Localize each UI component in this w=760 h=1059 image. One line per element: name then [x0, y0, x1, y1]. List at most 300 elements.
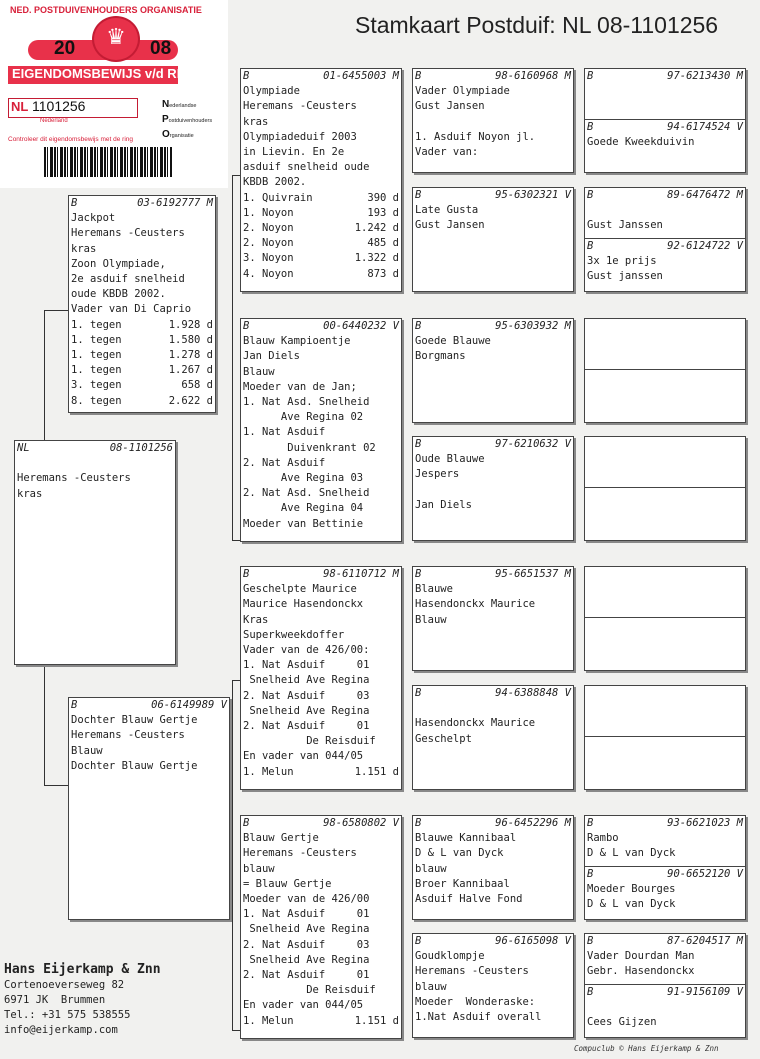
- box-text-line: Gust Janssen: [587, 219, 663, 232]
- ring-number: 1101256: [32, 98, 86, 114]
- connector-line: [232, 175, 233, 540]
- sex-country-code: B: [587, 240, 594, 252]
- sex-country-code: B: [415, 935, 422, 947]
- year-second: 08: [150, 38, 172, 59]
- box-text-line: De Reisduif: [243, 735, 376, 748]
- result-row: [71, 318, 213, 333]
- box-header: [243, 69, 399, 84]
- box-text-line: 1. Nat Asduif: [243, 426, 326, 439]
- sex-country-code: B: [415, 817, 422, 829]
- barcode: [44, 147, 172, 177]
- pedigree-box-mother: [68, 697, 230, 920]
- gen4-sire: [587, 567, 743, 582]
- sex-country-code: [587, 686, 593, 701]
- box-text-line: Moeder Bourges: [587, 883, 676, 896]
- box-header: [587, 867, 743, 882]
- box-text-line: Blauw: [415, 613, 447, 626]
- box-text-line: Goudklompje: [415, 950, 485, 963]
- sex-country-code: B: [415, 70, 422, 82]
- gen4-dam: [585, 119, 745, 150]
- box-text-line: Hasendonckx Maurice: [415, 717, 536, 730]
- pedigree-box-mf: [240, 566, 402, 790]
- box-header: [243, 319, 399, 334]
- box-text-line: Rambo: [587, 832, 619, 845]
- phone-number: Tel.: +31 575 538555: [4, 1009, 131, 1021]
- box-text-line: Jan Diels: [243, 350, 300, 363]
- box-text-line: 2. Nat Asduif: [243, 456, 326, 469]
- box-header: [587, 618, 743, 633]
- ring-code: [737, 737, 743, 752]
- result-row: [243, 1014, 399, 1029]
- box-text-line: KBDB 2002.: [243, 176, 307, 189]
- sex-country-code: B: [587, 868, 594, 880]
- box-text-line: Broer Kannibaal: [415, 877, 510, 890]
- ring-code: 97-6210632 V: [495, 438, 571, 450]
- box-text-line: kras: [71, 242, 97, 255]
- box-header: [587, 488, 743, 503]
- ring-code: 00-6440232 V: [323, 320, 399, 332]
- box-text-line: Vader van Di Caprio: [71, 303, 192, 316]
- box-text-line: Kras: [243, 613, 269, 626]
- result-distance: 390 d: [367, 191, 399, 204]
- box-text-line: in Lievin. En 2e: [243, 146, 345, 159]
- box-text-line: [587, 203, 743, 218]
- gen4-dam: [585, 369, 745, 385]
- result-row: [243, 236, 399, 251]
- pedigree-box-gen4: [584, 318, 746, 423]
- pedigree-box-mm: [240, 815, 402, 1039]
- box-text-line: Vader van de 426/00:: [243, 644, 370, 657]
- box-text-line: 2. Nat Asduif 03: [243, 689, 370, 702]
- pedigree-box-gen4: [584, 933, 746, 1038]
- box-header: [243, 567, 399, 582]
- box-header: [587, 737, 743, 752]
- box-header: [587, 188, 743, 203]
- box-text-line: 1. Nat Asd. Snelheid: [243, 396, 370, 409]
- box-header: [415, 69, 571, 84]
- sex-country-code: [587, 567, 593, 582]
- ring-code: 95-6303932 M: [495, 320, 571, 332]
- box-text-line: 2. Nat Asduif 01: [243, 969, 370, 982]
- ring-code: [737, 319, 743, 334]
- box-text-line: Snelheid Ave Regina: [243, 674, 370, 687]
- ring-code: 92-6124722 V: [667, 240, 743, 252]
- box-text-line: Vader Olympiade: [415, 85, 510, 98]
- box-header: [587, 370, 743, 385]
- box-text-line: Heremans -Ceusters: [243, 100, 357, 113]
- gen4-sire: [587, 188, 743, 234]
- connector-line: [44, 310, 68, 311]
- ring-code: 06-6149989 V: [151, 699, 227, 711]
- lion-crest-icon: ♛: [92, 16, 140, 62]
- result-race: 1. tegen: [71, 349, 122, 362]
- box-header: [587, 319, 743, 334]
- pedigree-box-fm: [240, 318, 402, 542]
- box-text-line: blauw: [243, 862, 275, 875]
- ring-code: 97-6213430 M: [667, 70, 743, 82]
- pedigree-box-gen4: [584, 436, 746, 541]
- box-text-line: Gust janssen: [587, 270, 663, 283]
- box-text-line: Geschelpte Maurice: [243, 583, 357, 596]
- sex-country-code: B: [587, 121, 594, 133]
- ring-code: 96-6452296 M: [495, 817, 571, 829]
- gen4-dam: [585, 238, 745, 285]
- box-text-line: Snelheid Ave Regina: [243, 923, 370, 936]
- box-text-line: 2. Nat Asduif 03: [243, 938, 370, 951]
- result-row: [71, 363, 213, 378]
- box-header: [71, 698, 227, 713]
- ring-code: 03-6192777 M: [137, 197, 213, 209]
- box-text-line: Blauw Gertje: [243, 832, 319, 845]
- year-first: 20: [54, 38, 76, 59]
- box-text-line: Snelheid Ave Regina: [243, 704, 370, 717]
- box-text-line: Borgmans: [415, 350, 466, 363]
- address-city: 6971 JK Brummen: [4, 994, 106, 1006]
- result-row: [71, 394, 213, 409]
- sex-country-code: [587, 618, 593, 633]
- box-text-line: Oude Blauwe: [415, 453, 485, 466]
- connector-line: [44, 310, 45, 440]
- result-race: 1. Melun: [243, 1014, 294, 1027]
- result-race: 4. Noyon: [243, 267, 294, 280]
- ring-code: [737, 618, 743, 633]
- npo-acronym: Nederlandse Postduivenhouders Organisatie: [162, 99, 213, 140]
- result-distance: 1.151 d: [354, 765, 399, 778]
- box-text-line: D & L van Dyck: [415, 847, 504, 860]
- sex-country-code: [587, 437, 593, 452]
- result-distance: 1.242 d: [354, 222, 399, 235]
- result-row: [71, 348, 213, 363]
- box-text-line: [587, 1000, 743, 1015]
- result-distance: 1.267 d: [168, 364, 213, 377]
- box-text-line: Asduif Halve Fond: [415, 893, 523, 906]
- box-text-line: Heremans -Ceusters: [71, 227, 185, 240]
- result-distance: 658 d: [181, 379, 213, 392]
- box-text-line: 1. Nat Asduif 01: [243, 659, 370, 672]
- box-header: [415, 567, 571, 582]
- box-text-line: Duivenkrant 02: [243, 441, 376, 454]
- box-text-line: Jan Diels: [415, 498, 472, 511]
- box-header: [415, 934, 571, 949]
- sex-country-code: [587, 488, 593, 503]
- box-text-line: Heremans -Ceusters: [17, 472, 131, 485]
- gen4-dam: [585, 487, 745, 503]
- pedigree-box-gen3: [412, 685, 574, 790]
- result-race: 2. Noyon: [243, 222, 294, 235]
- box-text-line: Blauw Kampioentje: [243, 335, 351, 348]
- ring-code: 95-6651537 M: [495, 568, 571, 580]
- box-text-line: Blauw: [71, 744, 103, 757]
- sex-country-code: B: [415, 687, 422, 699]
- box-text-line: Heremans -Ceusters: [415, 965, 529, 978]
- sex-country-code: B: [415, 320, 422, 332]
- result-race: 1. Melun: [243, 765, 294, 778]
- box-header: [587, 120, 743, 135]
- sex-country-code: B: [243, 70, 250, 82]
- result-race: 1. Noyon: [243, 206, 294, 219]
- box-text-line: Hasendonckx Maurice: [415, 598, 536, 611]
- box-text-line: 1. Asduif Noyon jl.: [415, 130, 536, 143]
- box-text-line: [415, 115, 571, 130]
- sex-country-code: B: [243, 568, 250, 580]
- result-distance: 193 d: [367, 206, 399, 219]
- connector-line: [232, 680, 233, 1030]
- result-race: 3. Noyon: [243, 252, 294, 265]
- sex-country-code: B: [587, 817, 594, 829]
- box-text-line: Blauwe: [415, 583, 453, 596]
- result-race: 1. tegen: [71, 333, 122, 346]
- sex-country-code: [587, 319, 593, 334]
- ring-code: 08-1101256: [109, 442, 173, 454]
- box-text-line: Zoon Olympiade,: [71, 257, 166, 270]
- gen4-dam: [585, 866, 745, 913]
- box-header: [587, 816, 743, 831]
- country-code: NL: [11, 99, 29, 114]
- ring-code: 95-6302321 V: [495, 189, 571, 201]
- box-text-line: asduif snelheid oude: [243, 161, 370, 174]
- credit-line: Compuclub © Hans Eijerkamp & Znn: [574, 1044, 719, 1053]
- box-text-line: [415, 701, 571, 716]
- box-text-line: Olympiade: [243, 85, 300, 98]
- pedigree-box-gen3: [412, 933, 574, 1038]
- box-text-line: Dochter Blauw Gertje: [71, 759, 198, 772]
- gen4-sire: [587, 934, 743, 980]
- pedigree-box-gen4: [584, 187, 746, 292]
- box-text-line: 1. Nat Asduif 01: [243, 908, 370, 921]
- result-row: [243, 765, 399, 780]
- box-text-line: Maurice Hasendonckx: [243, 598, 364, 611]
- box-text-line: Goede Kweekduivin: [587, 136, 695, 149]
- result-distance: 1.278 d: [168, 349, 213, 362]
- pedigree-box-gen4: [584, 68, 746, 173]
- result-distance: 873 d: [367, 267, 399, 280]
- box-header: [415, 437, 571, 452]
- pedigree-box-gen3: [412, 566, 574, 671]
- sex-country-code: B: [243, 817, 250, 829]
- box-text-line: Heremans -Ceusters: [243, 847, 357, 860]
- ring-code: 89-6476472 M: [667, 189, 743, 201]
- box-text-line: Gust Jansen: [415, 100, 485, 113]
- pedigree-box-ff: [240, 68, 402, 292]
- box-text-line: Jespers: [415, 468, 460, 481]
- ring-code: 98-6110712 M: [323, 568, 399, 580]
- result-race: 2. Noyon: [243, 237, 294, 250]
- result-distance: 1.151 d: [354, 1014, 399, 1027]
- box-text-line: blauw: [415, 980, 447, 993]
- box-text-line: Ave Regina 04: [243, 502, 364, 515]
- box-header: [415, 686, 571, 701]
- connector-line: [232, 540, 240, 541]
- box-text-line: [17, 456, 173, 471]
- company-name: Hans Eijerkamp & Znn: [4, 962, 161, 977]
- sex-country-code: B: [415, 189, 422, 201]
- box-text-line: Dochter Blauw Gertje: [71, 714, 198, 727]
- check-notice: Controleer dit eigendomsbewijs met de ring: [8, 136, 134, 143]
- box-header: [587, 985, 743, 1000]
- box-text-line: Cees Gijzen: [587, 1016, 657, 1029]
- result-distance: 2.622 d: [168, 394, 213, 407]
- sex-country-code: B: [71, 699, 78, 711]
- box-text-line: Ave Regina 02: [243, 411, 364, 424]
- box-text-line: = Blauw Gertje: [243, 877, 332, 890]
- box-text-line: blauw: [415, 862, 447, 875]
- page-title: Stamkaart Postduif: NL 08-1101256: [355, 12, 719, 38]
- connector-line: [44, 785, 68, 786]
- result-row: [243, 206, 399, 221]
- box-header: [587, 239, 743, 254]
- gen4-sire: [587, 319, 743, 334]
- pedigree-box-gen3: [412, 318, 574, 423]
- box-text-line: Moeder van Bettinie: [243, 517, 364, 530]
- box-header: [415, 319, 571, 334]
- box-header: [587, 934, 743, 949]
- ring-code: 96-6165098 V: [495, 935, 571, 947]
- sex-country-code: B: [587, 986, 594, 998]
- box-header: [17, 441, 173, 456]
- result-race: 1. tegen: [71, 364, 122, 377]
- box-text-line: Superkweekdoffer: [243, 628, 345, 641]
- sex-country-code: B: [587, 70, 594, 82]
- sex-country-code: [587, 737, 593, 752]
- box-text-line: Moeder Wonderaske:: [415, 995, 536, 1008]
- ring-code: 94-6174524 V: [667, 121, 743, 133]
- box-text-line: Heremans -Ceusters: [71, 729, 185, 742]
- result-distance: 1.580 d: [168, 333, 213, 346]
- sex-country-code: B: [587, 935, 594, 947]
- box-text-line: Geschelpt: [415, 732, 472, 745]
- result-race: 8. tegen: [71, 394, 122, 407]
- result-race: 1. tegen: [71, 318, 122, 331]
- result-distance: 485 d: [367, 237, 399, 250]
- breeder-address: [4, 962, 161, 1038]
- box-text-line: 2e asduif snelheid: [71, 273, 185, 286]
- box-text-line: De Reisduif: [243, 984, 376, 997]
- box-text-line: En vader van 044/05: [243, 750, 364, 763]
- sex-country-code: B: [71, 197, 78, 209]
- pedigree-box-gen3: [412, 68, 574, 173]
- connector-line: [232, 175, 240, 176]
- box-header: [587, 69, 743, 84]
- ring-code: 94-6388848 V: [495, 687, 571, 699]
- box-header: [587, 567, 743, 582]
- email-address[interactable]: info@eijerkamp.com: [4, 1024, 118, 1036]
- box-text-line: 1.Nat Asduif overall: [415, 1011, 542, 1024]
- ring-code: 90-6652120 V: [667, 868, 743, 880]
- sex-country-code: B: [587, 189, 594, 201]
- box-text-line: 2. Nat Asd. Snelheid: [243, 487, 370, 500]
- pedigree-box-gen3: [412, 187, 574, 292]
- box-text-line: Goede Blauwe: [415, 335, 491, 348]
- pedigree-box-gen4: [584, 685, 746, 790]
- ring-code: 93-6621023 M: [667, 817, 743, 829]
- gen4-dam: [585, 984, 745, 1031]
- ring-code: 01-6455003 M: [323, 70, 399, 82]
- result-race: 3. tegen: [71, 379, 122, 392]
- ring-code: [737, 567, 743, 582]
- pedigree-box-gen4: [584, 566, 746, 671]
- ring-code: 98-6160968 M: [495, 70, 571, 82]
- address-street: Cortenoeverseweg 82: [4, 979, 125, 991]
- ring-code: [737, 686, 743, 701]
- box-text-line: D & L van Dyck: [587, 898, 676, 911]
- box-text-line: Vader Dourdan Man: [587, 950, 695, 963]
- box-text-line: Gebr. Hasendonckx: [587, 965, 695, 978]
- result-distance: 1.928 d: [168, 318, 213, 331]
- sex-country-code: B: [415, 438, 422, 450]
- gen4-dam: [585, 617, 745, 633]
- result-row: [243, 267, 399, 282]
- ring-code: 98-6580802 V: [323, 817, 399, 829]
- box-header: [587, 437, 743, 452]
- box-text-line: [415, 483, 571, 498]
- gen4-dam: [585, 736, 745, 752]
- ring-code: [737, 437, 743, 452]
- box-text-line: oude KBDB 2002.: [71, 288, 166, 301]
- box-text-line: En vader van 044/05: [243, 999, 364, 1012]
- result-row: [243, 251, 399, 266]
- ring-code: [737, 488, 743, 503]
- box-text-line: Blauwe Kannibaal: [415, 832, 517, 845]
- box-text-line: kras: [243, 115, 269, 128]
- connector-line: [232, 680, 240, 681]
- sex-country-code: NL: [17, 442, 30, 454]
- result-distance: 1.322 d: [354, 252, 399, 265]
- organisation-name: NED. POSTDUIVENHOUDERS ORGANISATIE: [10, 5, 202, 15]
- pedigree-box-gen3: [412, 815, 574, 920]
- ring-code: 87-6204517 M: [667, 935, 743, 947]
- box-text-line: 2. Nat Asduif 01: [243, 720, 370, 733]
- result-row: [71, 378, 213, 393]
- ownership-card: [0, 0, 228, 188]
- pedigree-box-gen4: [584, 815, 746, 920]
- box-text-line: Jackpot: [71, 212, 116, 225]
- box-header: [415, 188, 571, 203]
- box-text-line: Snelheid Ave Regina: [243, 953, 370, 966]
- sex-country-code: B: [243, 320, 250, 332]
- box-text-line: Ave Regina 03: [243, 472, 364, 485]
- pedigree-box-father: [68, 195, 216, 413]
- box-text-line: 3x 1e prijs: [587, 255, 657, 268]
- box-header: [71, 196, 213, 211]
- result-race: 1. Quivrain: [243, 191, 313, 204]
- box-header: [415, 816, 571, 831]
- gen4-sire: [587, 816, 743, 862]
- box-header: [587, 686, 743, 701]
- result-row: [243, 221, 399, 236]
- box-text-line: kras: [17, 487, 43, 500]
- box-text-line: Gust Jansen: [415, 219, 485, 232]
- box-text-line: Blauw: [243, 365, 275, 378]
- country-name: Nederland: [40, 118, 68, 124]
- gen4-sire: [587, 686, 743, 701]
- pedigree-box-gen3: [412, 436, 574, 541]
- box-text-line: Vader van:: [415, 146, 479, 159]
- box-text-line: Olympiadeduif 2003: [243, 130, 357, 143]
- box-text-line: D & L van Dyck: [587, 847, 676, 860]
- sex-country-code: [587, 370, 593, 385]
- box-text-line: Late Gusta: [415, 204, 479, 217]
- sex-country-code: B: [415, 568, 422, 580]
- connector-line: [44, 665, 45, 785]
- result-row: [71, 333, 213, 348]
- result-row: [243, 191, 399, 206]
- box-text-line: Moeder van de 426/00: [243, 893, 370, 906]
- connector-line: [232, 1030, 240, 1031]
- ring-code: [737, 370, 743, 385]
- box-text-line: Moeder van de Jan;: [243, 380, 357, 393]
- card-banner-text: EIGENDOMSBEWIJS v/d RING: [12, 66, 200, 81]
- ring-code: 91-9156109 V: [667, 986, 743, 998]
